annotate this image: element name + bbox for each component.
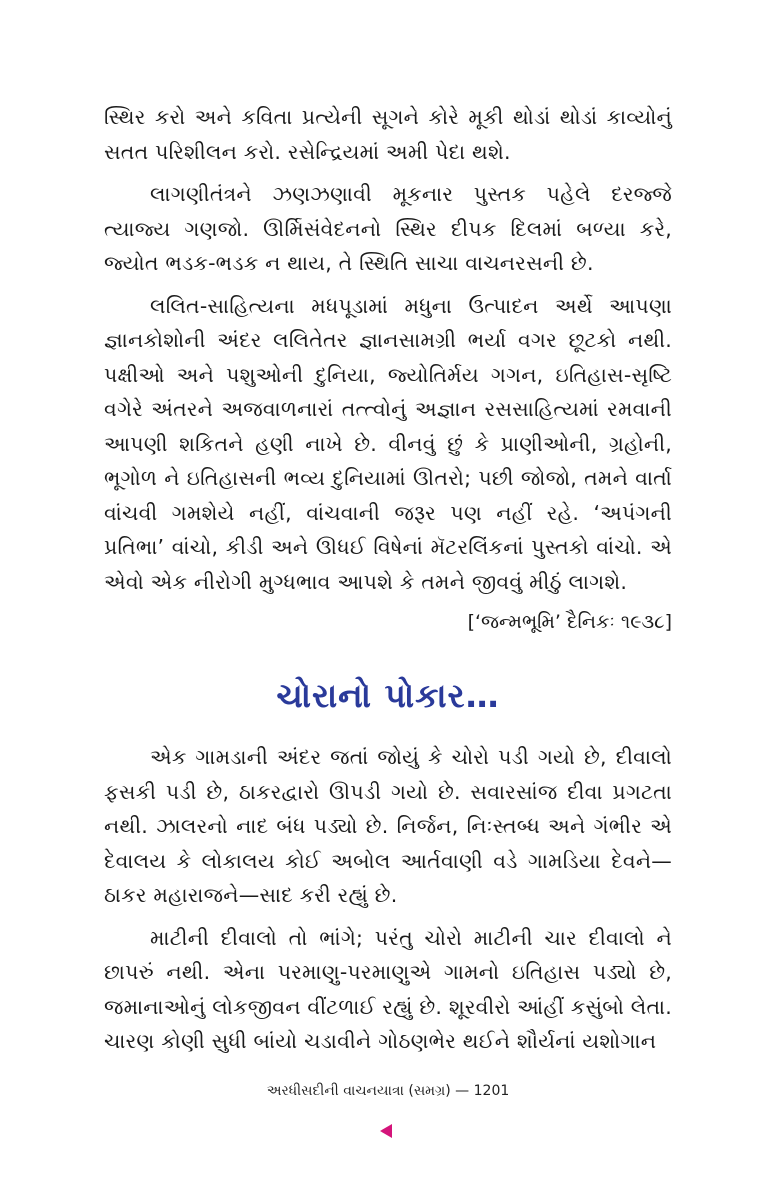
paragraph: એક ગામડાની અંદર જતાં જોયું કે ચોરો પડી ગયો છે, દીવાલો ફસકી પડી છે, ઠાકરદ્વારો ઊપડી ગયો છે. સવારસાંજ દીવા પ્રગટતા નથી. ઝાલરનો નાદ બંધ પડ્યો છે. નિર્જન, નિઃસ્તબ્ધ અને ગંભીર એ દેવાલય કે લોકાલય કોઈ અબોલ આર્તવાણી વડે ગામડિયા દેવને—ઠાકર મહારાજને—સાદ કરી રહ્યું છે. [104, 745, 672, 907]
section-title: ચોરાનો પોકાર… [276, 676, 500, 715]
page-footer: અરધીસદીની વાચનયાત્રા (સમગ્ર) — 1201 [266, 1083, 510, 1099]
paragraph: લલિત-સાહિત્યના મધપૂડામાં મધુના ઉત્પાદન અર્થે આપણા જ્ઞાનકોશોની અંદર લલિતેતર જ્ઞાનસામગ્રી ભર્યા વગર છૂટકો નથી. પક્ષીઓ અને પશુઓની દુનિયા, જ્યોતિર્મય ગગન, ઇતિહાસ-સૃષ્ટિ વગેરે અંતરને અજવાળનારાં તત્ત્વોનું અજ્ઞાન રસસાહિત્યમાં રમવાની આપણી શકિતને હણી નાખે છે. વીનવું છું કે પ્રાણીઓની, ગ્રહોની, ભૂગોળ ને ઇતિહાસની ભવ્ય દુનિયામાં ઊતરો; પછી જોજો, તમને વાર્તા વાંચવી ગમશેયે નહીં, વાંચવાની જરૂર પણ નહીં રહે. ‘અપંગની પ્રતિભા’ વાંચો, કીડી અને ઊધઈ વિષેનાં મૅટરલિંકનાં પુસ્તકો વાંચો. એ એવો એક નીરોગી મુગ્ધભાવ આપશે કે તમને જીવવું મીઠું લાગશે. [104, 293, 672, 594]
source-citation: [‘જન્મભૂમિ’ દૈનિકઃ ૧૯૩૮] [467, 611, 672, 633]
previous-page-icon[interactable] [380, 1124, 392, 1138]
paragraph: માટીની દીવાલો તો ભાંગે; પરંતુ ચોરો માટીની ચાર દીવાલો ને છાપરું નથી. એના પરમાણુ-પરમાણુએ ગામનો ઇતિહાસ પડ્યો છે, જમાનાઓનું લોકજીવન વીંટળાઈ રહ્યું છે. શૂરવીરો આંહીં કસુંબો લેતા. ચારણ કોણી સુધી બાંયો ચડાવીને ગોઠણભેર થઈને શૌર્યનાં યશોગાન [104, 925, 672, 1053]
paragraph: લાગણીતંત્રને ઝણઝણાવી મૂકનાર પુસ્તક પહેલે દરજ્જે ત્યાજ્ય ગણજો. ઊર્મિસંવેદનનો સ્થિર દીપક દિલમાં બળ્યા કરે, જ્યોત ભડક-ભડક ન થાય, તે સ્થિતિ સાચા વાચનરસની છે. [104, 182, 672, 275]
section-body-previous [104, 100, 672, 637]
paragraph: સ્થિર કરો અને કવિતા પ્રત્યેની સૂગને કોરે મૂકી થોડાં થોડાં કાવ્યોનું સતત પરિશીલન કરો. રસેન્દ્રિયમાં અમી પેદા થશે. [104, 105, 672, 164]
section-body [104, 740, 672, 1067]
